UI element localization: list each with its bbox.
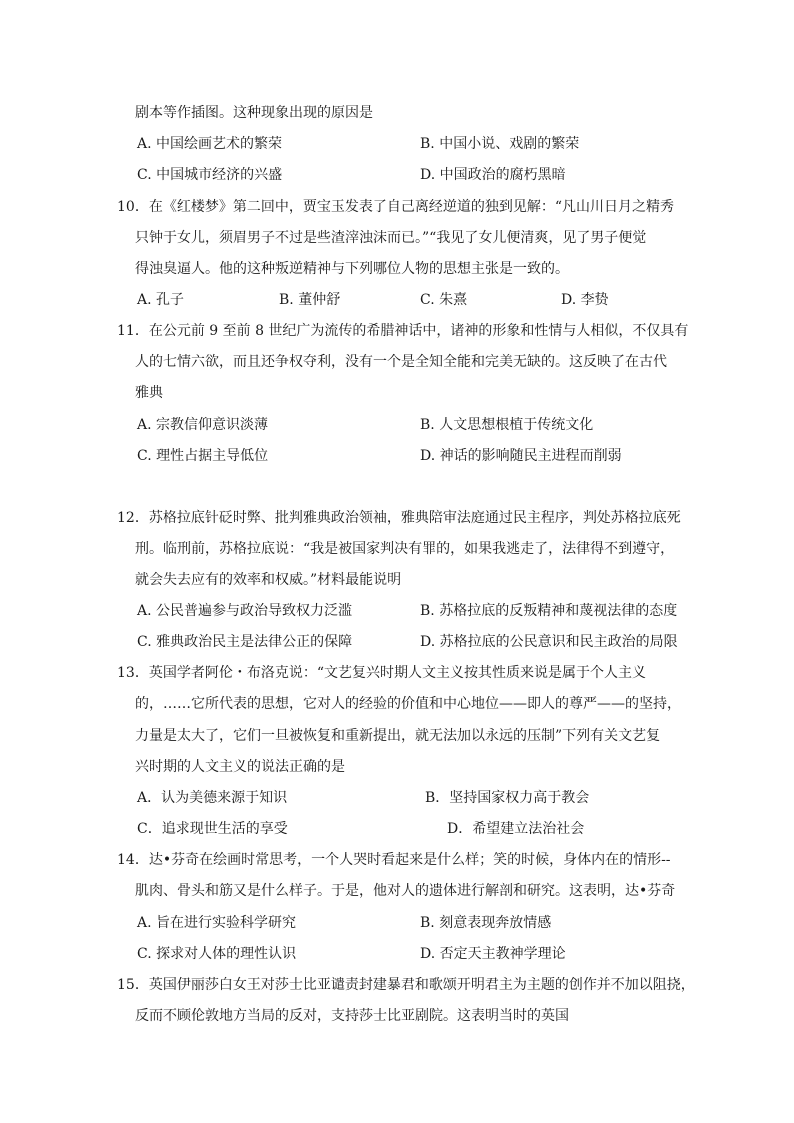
q11-option-b: B. 人文思想根植于传统文化 <box>420 417 594 433</box>
q13-option-c: C．追求现世生活的享受 <box>137 821 288 837</box>
q15-stem-line-2: 反而不顾伦敦地方当局的反对，支持莎士比亚剧院。这表明当时的英国 <box>135 1008 569 1024</box>
q10-stem-line-3: 得浊臭逼人。他的这种叛逆精神与下列哪位人物的思想主张是一致的。 <box>135 261 569 277</box>
q10-option-a: A. 孔子 <box>137 292 185 308</box>
q14-option-b: B. 刻意表现奔放情感 <box>420 915 552 931</box>
q14-option-d: D. 否定天主教神学理论 <box>420 946 566 962</box>
q14-option-a: A. 旨在进行实验科学研究 <box>137 915 297 931</box>
q14-stem-line-1: 14．达•芬奇在绘画时常思考，一个人哭时看起来是什么样；笑的时候，身体内在的情形-- <box>117 852 671 868</box>
q11-option-d: D. 神话的影响随民主进程而削弱 <box>420 448 622 464</box>
q15-stem-line-1: 15．英国伊丽莎白女王对莎士比亚谴责封建暴君和歌颂开明君主为主题的创作并不加以阻挠， <box>117 977 695 993</box>
q12-option-d: D. 苏格拉底的公民意识和民主政治的局限 <box>420 634 678 650</box>
q11-option-c: C. 理性占据主导低位 <box>137 448 269 464</box>
q13-option-d: D．希望建立法治社会 <box>447 821 585 837</box>
q13-option-a: A．认为美德来源于知识 <box>137 790 288 806</box>
q12-stem-line-1: 12．苏格拉底针砭时弊、批判雅典政治领袖，雅典陪审法庭通过民主程序，判处苏格拉底死 <box>117 510 681 526</box>
q9-option-b: B. 中国小说、戏剧的繁荣 <box>420 136 580 152</box>
q14-stem-line-2: 肌肉、骨头和筋又是什么样子。于是，他对人的遗体进行解剖和研究。这表明，达•芬奇 <box>135 883 676 899</box>
q9-option-d: D. 中国政治的腐朽黑暗 <box>420 167 566 183</box>
q10-option-b: B. 董仲舒 <box>279 292 341 308</box>
q13-stem-line-4: 兴时期的人文主义的说法正确的是 <box>135 759 345 775</box>
q10-stem-line-2: 只钟于女儿，须眉男子不过是些渣滓浊沫而已。”“我见了女儿便清爽，见了男子便觉 <box>135 230 647 246</box>
q13-stem-line-3: 力量是太大了，它们一旦被恢复和重新提出，就无法加以永远的压制”下列有关文艺复 <box>135 728 661 744</box>
q9-option-c: C. 中国城市经济的兴盛 <box>137 167 283 183</box>
q11-option-a: A. 宗教信仰意识淡薄 <box>137 417 269 433</box>
q12-option-c: C. 雅典政治民主是法律公正的保障 <box>137 634 353 650</box>
q12-stem-line-2: 刑。临刑前，苏格拉底说：“我是被国家判决有罪的，如果我逃走了，法律得不到遵守， <box>135 541 675 557</box>
q10-option-c: C. 朱熹 <box>420 292 468 308</box>
q13-stem-line-2: 的，……它所代表的思想，它对人的经验的价值和中心地位——即人的尊严——的坚持， <box>135 696 681 712</box>
q13-option-b: B．坚持国家权力高于教会 <box>425 790 590 806</box>
q12-option-a: A. 公民普遍参与政治导致权力泛滥 <box>137 603 353 619</box>
q11-stem-line-3: 雅典 <box>135 385 163 401</box>
q12-stem-line-3: 就会失去应有的效率和权威。”材料最能说明 <box>135 572 402 588</box>
q14-option-c: C. 探求对人体的理性认识 <box>137 946 297 962</box>
q13-stem-line-1: 13．英国学者阿伦・布洛克说：“文艺复兴时期人文主义按其性质来说是属于个人主义 <box>117 665 646 681</box>
q9-option-a: A. 中国绘画艺术的繁荣 <box>137 136 283 152</box>
q12-option-b: B. 苏格拉底的反叛精神和蔑视法律的态度 <box>420 603 678 619</box>
q9-stem-tail: 剧本等作插图。这种现象出现的原因是 <box>135 105 373 121</box>
q10-stem-line-1: 10．在《红楼梦》第二回中，贾宝玉发表了自己离经逆道的独到见解：“凡山川日月之精秀 <box>117 199 674 215</box>
q10-option-d: D. 李贽 <box>561 292 609 308</box>
q11-stem-line-2: 人的七情六欲，而且还争权夺利，没有一个是全知全能和完美无缺的。这反映了在古代 <box>135 354 667 370</box>
q11-stem-line-1: 11．在公元前 9 至前 8 世纪广为流传的希腊神话中，诸神的形象和性情与人相似，不仅具有 <box>117 323 689 339</box>
